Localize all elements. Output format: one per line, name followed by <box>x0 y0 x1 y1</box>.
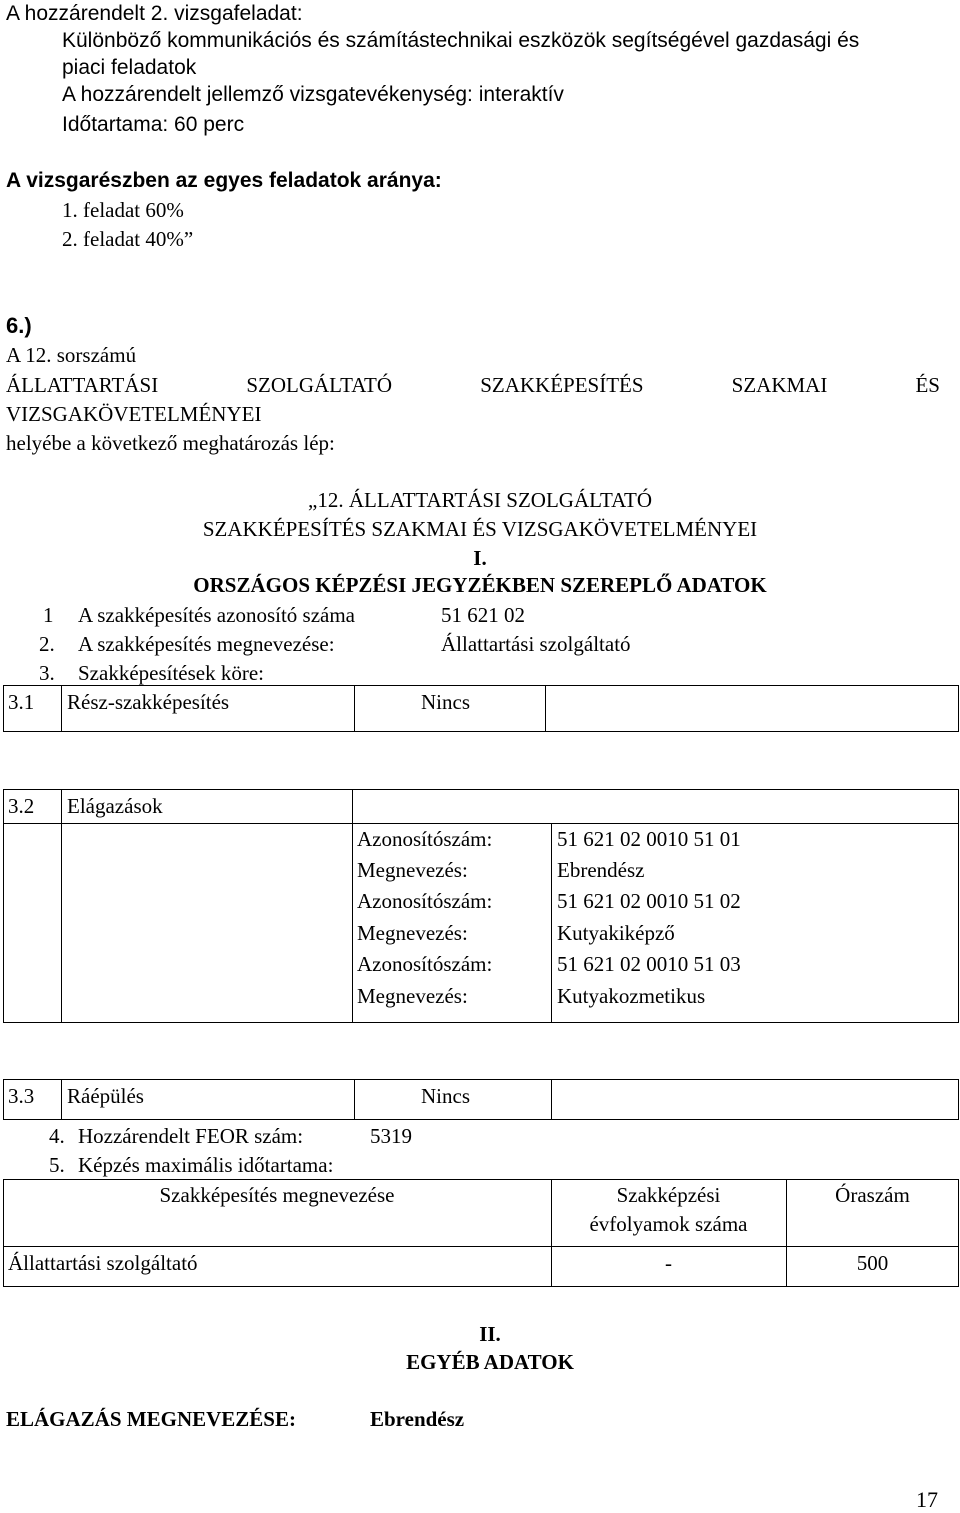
table-3-1-number: 3.1 <box>8 690 35 714</box>
intro-line-1: A hozzárendelt 2. vizsgafeladat: <box>6 2 303 25</box>
duration-header-hours: Óraszám <box>835 1183 910 1207</box>
duration-row-hours: 500 <box>856 1251 889 1275</box>
item-4-value: 5319 <box>370 1124 412 1148</box>
table-3-1-divider <box>545 685 546 732</box>
section-word-5: ÉS <box>915 373 940 397</box>
branch-key: Azonosítószám: <box>357 827 493 851</box>
branch-value: 51 621 02 0010 51 01 <box>557 827 741 851</box>
section-word-2: SZOLGÁLTATÓ <box>246 373 393 397</box>
item-3-label: Szakképesítések köre: <box>78 661 265 685</box>
task-2-ratio: 2. feladat 40%” <box>62 227 194 251</box>
item-2-number: 2. <box>39 632 55 656</box>
duration-header-years-1: Szakképzési <box>616 1183 721 1207</box>
item-5-number: 5. <box>49 1153 65 1177</box>
item-1-number: 1 <box>43 603 54 627</box>
section-line-2 <box>6 372 940 398</box>
heading-line-1: „12. ÁLLATTARTÁSI SZOLGÁLTATÓ <box>308 488 652 512</box>
item-1-label: A szakképesítés azonosító száma <box>78 603 355 627</box>
section-number: 6.) <box>6 313 32 338</box>
duration-table-row-line <box>3 1246 959 1247</box>
table-3-3 <box>3 1079 959 1120</box>
section-word-4: SZAKMAI <box>731 373 828 397</box>
branch-value: Kutyakozmetikus <box>557 984 706 1008</box>
intro-line-5: Időtartama: 60 perc <box>62 113 245 136</box>
branch-key: Megnevezés: <box>357 984 468 1008</box>
table-3-1-label: Rész-szakképesítés <box>67 690 230 714</box>
part-2-roman: II. <box>479 1322 501 1346</box>
intro-line-2: Különböző kommunikációs és számítástechnikai eszközök segítségével gazdasági és <box>62 29 860 52</box>
section-line-4: helyébe a következő meghatározás lép: <box>6 431 335 455</box>
table-3-2-label: Elágazások <box>67 794 163 818</box>
branch-key: Megnevezés: <box>357 921 468 945</box>
branch-value: Kutyakiképző <box>557 921 675 945</box>
branch-name-value: Ebrendész <box>370 1407 465 1431</box>
branch-key: Azonosítószám: <box>357 952 493 976</box>
table-3-3-value: Nincs <box>421 1084 470 1108</box>
intro-line-3: piaci feladatok <box>62 56 197 79</box>
branch-key: Megnevezés: <box>357 858 468 882</box>
item-4-label: Hozzárendelt FEOR szám: <box>78 1124 304 1148</box>
section-line-1: A 12. sorszámú <box>6 343 137 367</box>
table-3-2-number: 3.2 <box>8 794 35 818</box>
item-2-label: A szakképesítés megnevezése: <box>78 632 335 656</box>
table-3-1-divider <box>61 685 62 732</box>
duration-header-name: Szakképesítés megnevezése <box>159 1183 395 1207</box>
item-4-number: 4. <box>49 1124 65 1148</box>
table-3-3-divider <box>61 1079 62 1120</box>
duration-header-years-2: évfolyamok száma <box>589 1212 748 1236</box>
section-line-3: VIZSGAKÖVETELMÉNYEI <box>6 402 262 426</box>
branch-value: 51 621 02 0010 51 03 <box>557 952 741 976</box>
table-3-2-row-line <box>3 823 959 824</box>
table-3-1-divider <box>354 685 355 732</box>
branch-value: Ebrendész <box>557 858 645 882</box>
section-word-3: SZAKKÉPESÍTÉS <box>480 373 644 397</box>
table-3-2-divider <box>551 823 552 1023</box>
part-title: ORSZÁGOS KÉPZÉSI JEGYZÉKBEN SZEREPLŐ ADATOK <box>193 573 767 597</box>
item-1-value: 51 621 02 <box>441 603 525 627</box>
item-2-value: Állattartási szolgáltató <box>441 632 631 656</box>
table-3-3-label: Ráépülés <box>67 1084 144 1108</box>
branch-value: 51 621 02 0010 51 02 <box>557 889 741 913</box>
table-3-3-divider <box>551 1079 552 1120</box>
item-3-number: 3. <box>39 661 55 685</box>
task-1-ratio: 1. feladat 60% <box>62 198 184 222</box>
heading-roman: I. <box>473 546 487 570</box>
branch-name-label: ELÁGAZÁS MEGNEVEZÉSE: <box>6 1407 296 1431</box>
heading-line-2: SZAKKÉPESÍTÉS SZAKMAI ÉS VIZSGAKÖVETELMÉNYEI <box>202 517 758 541</box>
table-3-1-value: Nincs <box>421 690 470 714</box>
part-2-title: EGYÉB ADATOK <box>406 1350 574 1374</box>
intro-line-4: A hozzárendelt jellemző vizsgatevékenység: interaktív <box>62 83 564 106</box>
table-3-3-divider <box>354 1079 355 1120</box>
duration-row-name: Állattartási szolgáltató <box>8 1251 198 1275</box>
table-3-2-divider <box>61 789 62 1023</box>
page-number: 17 <box>916 1487 938 1512</box>
item-5-label: Képzés maximális időtartama: <box>78 1153 334 1177</box>
table-3-2-divider <box>352 789 353 1023</box>
section-word-1: ÁLLATTARTÁSI <box>6 373 159 397</box>
duration-row-years: - <box>665 1251 672 1275</box>
ratio-title: A vizsgarészben az egyes feladatok aránya: <box>6 169 442 192</box>
branch-key: Azonosítószám: <box>357 889 493 913</box>
table-3-3-number: 3.3 <box>8 1084 35 1108</box>
